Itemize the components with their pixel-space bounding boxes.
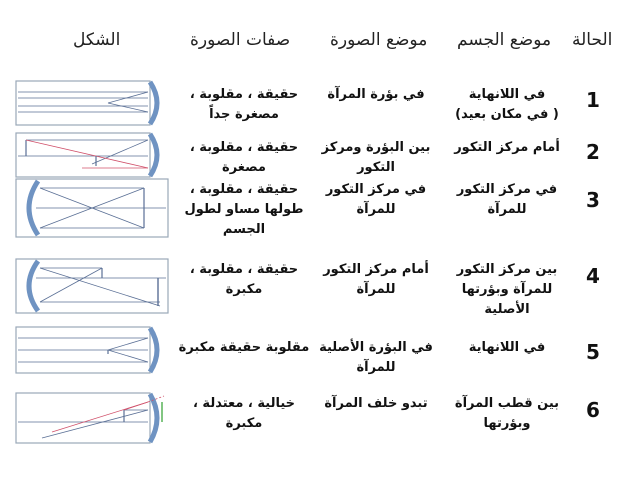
image-properties-cell [178, 338, 310, 358]
image-position-cell [314, 85, 438, 105]
ray-diagram-4 [12, 256, 172, 316]
cell-line: للمرآة [356, 282, 396, 297]
cell-line: في مركز التكور [325, 182, 427, 197]
cell-line: بين مركز التكور [456, 262, 558, 277]
cell-line: للمرآة [356, 360, 396, 375]
ray-diagram-3 [12, 176, 172, 240]
cell-line: للمرآة وبؤرتها [461, 282, 553, 297]
cell-line: أمام مركز التكور [323, 262, 429, 277]
image-properties-cell [178, 394, 310, 434]
cell-line: حقيقة ، مقلوبة ، [189, 182, 299, 197]
header-state: الحالة [572, 30, 613, 50]
object-position-cell [442, 85, 572, 125]
cell-line: بين البؤرة ومركز [321, 140, 431, 155]
header-object-position: موضع الجسم [457, 30, 552, 50]
row-number: 4 [586, 264, 600, 288]
ray-diagram-1 [12, 78, 172, 128]
header-image-properties: صفات الصورة [190, 30, 291, 50]
image-position-cell [314, 138, 438, 178]
row-number: 6 [586, 398, 600, 422]
cell-line: مكبرة [225, 416, 263, 431]
image-properties-cell [178, 85, 310, 125]
cell-line: في اللانهاية [468, 340, 546, 355]
row-number: 2 [586, 140, 600, 164]
cell-line: مكبرة [225, 282, 263, 297]
object-position-cell [442, 394, 572, 434]
row-number: 5 [586, 340, 600, 364]
object-position-cell [442, 338, 572, 358]
cell-line: في البؤرة الأصلية [319, 340, 433, 355]
cell-line: مصغرة جداً [209, 107, 279, 122]
cell-line: الجسم [222, 222, 266, 237]
cell-line: للمرآة [487, 202, 527, 217]
image-position-cell [314, 180, 438, 220]
cell-line: في اللانهاية [468, 87, 546, 102]
cell-line: مقلوبة حقيقة مكبرة [178, 340, 310, 355]
header-figure: الشكل [73, 30, 121, 50]
cell-line: بين قطب المرآة [454, 396, 560, 411]
image-position-cell [314, 260, 438, 300]
cell-line: تبدو خلف المرآة [324, 396, 428, 411]
row-number: 1 [586, 88, 600, 112]
cell-line: حقيقة ، مقلوبة ، [189, 140, 299, 155]
image-properties-cell [178, 180, 310, 240]
cell-line: حقيقة ، مقلوبة ، [189, 87, 299, 102]
ray-diagram-6 [12, 390, 172, 446]
cell-line: حقيقة ، مقلوبة ، [189, 262, 299, 277]
ray-diagram-5 [12, 324, 172, 376]
object-position-cell [442, 138, 572, 158]
cell-line: في مركز التكور [456, 182, 558, 197]
cell-line: التكور [357, 160, 395, 175]
cell-line: طولها مساو لطول [184, 202, 304, 217]
cell-line: الأصلية [484, 302, 530, 317]
image-position-cell [314, 338, 438, 378]
cell-line: في بؤرة المرآة [327, 87, 425, 102]
cell-line: ( في مكان بعيد) [455, 107, 559, 122]
object-position-cell [442, 260, 572, 320]
cell-line: مصغرة [222, 160, 266, 175]
cell-line: للمرآة [356, 202, 396, 217]
ray-diagram-2 [12, 130, 172, 180]
row-number: 3 [586, 188, 600, 212]
image-properties-cell [178, 260, 310, 300]
cell-line: أمام مركز التكور [454, 140, 560, 155]
image-properties-cell [178, 138, 310, 178]
object-position-cell [442, 180, 572, 220]
cell-line: وبؤرتها [483, 416, 531, 431]
header-image-position: موضع الصورة [330, 30, 428, 50]
cell-line: خيالية ، معتدلة ، [192, 396, 296, 411]
image-position-cell [314, 394, 438, 414]
